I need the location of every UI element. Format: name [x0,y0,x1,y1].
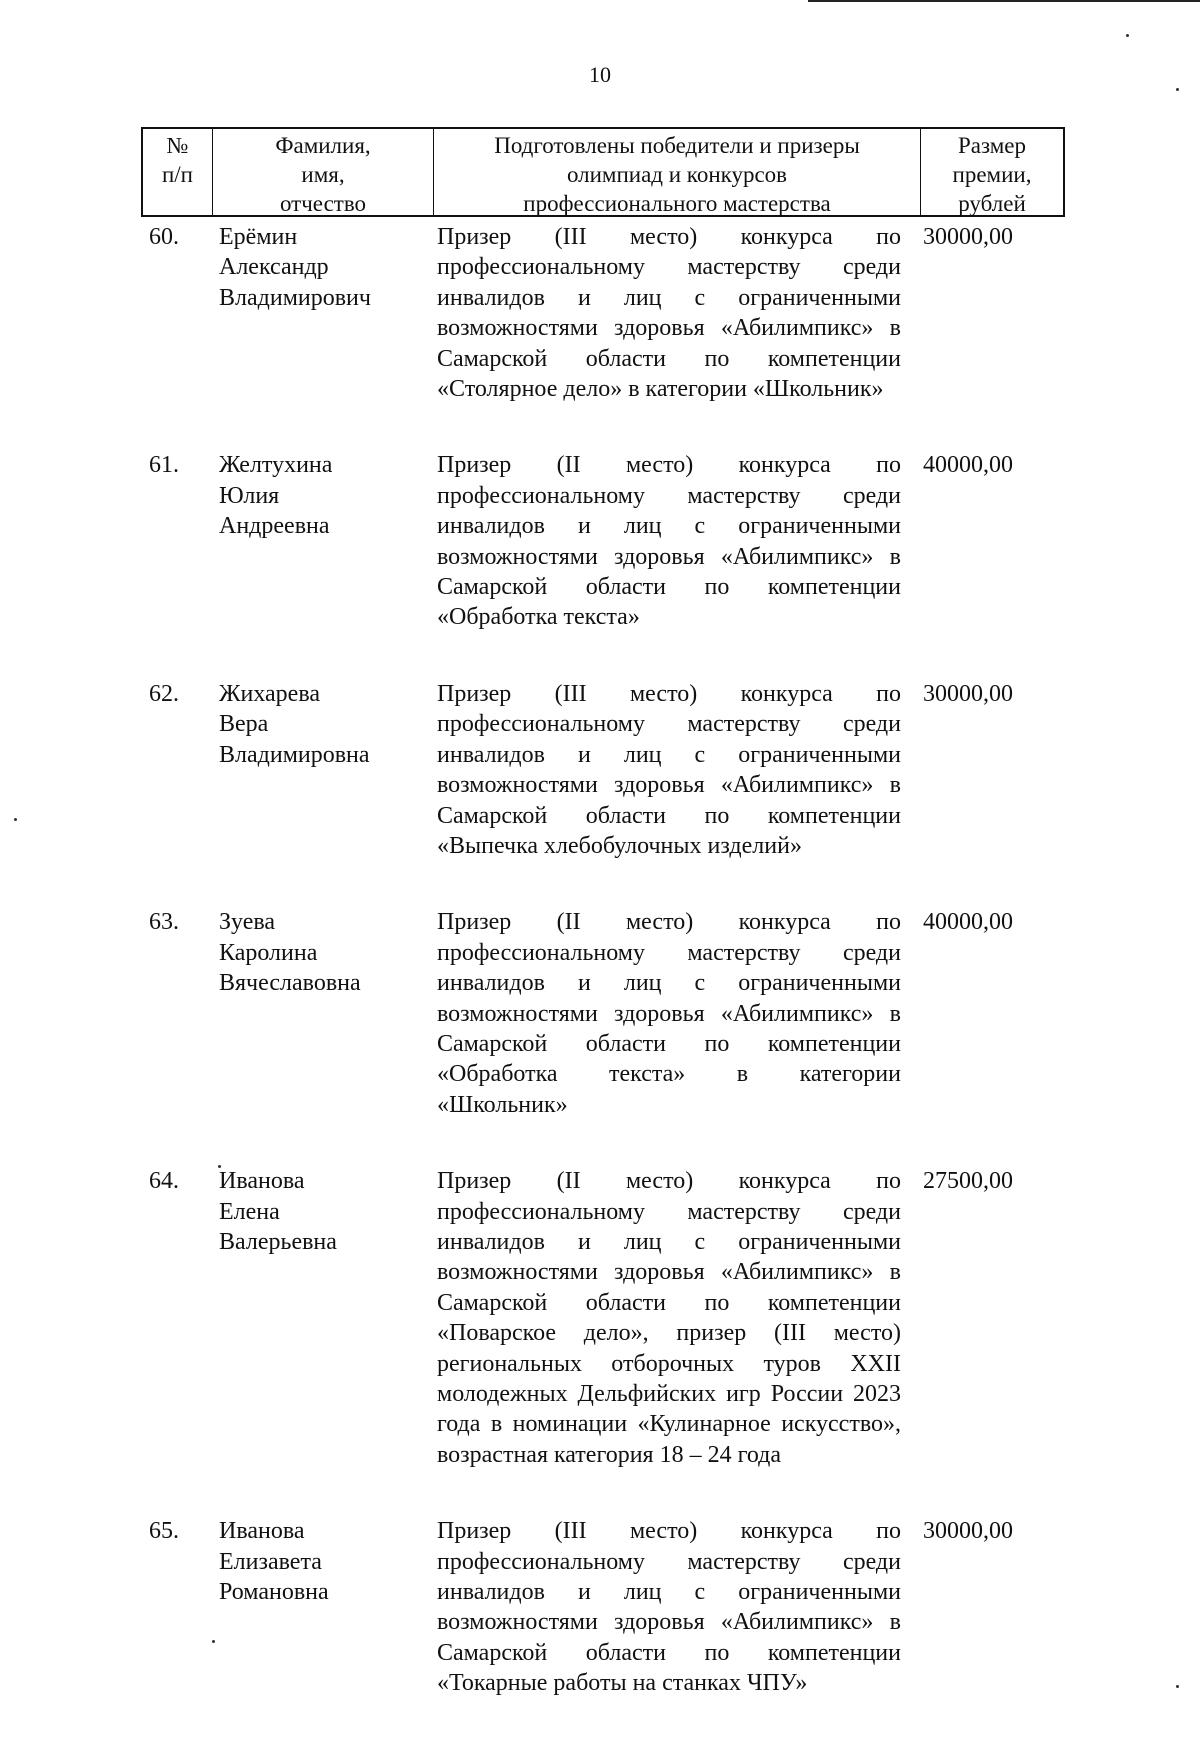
row-full-name: Ерёмин Александр Владимирович [219,224,371,311]
table-row [141,1166,1065,1470]
row-number: 65. [149,1518,179,1545]
row-number: 61. [149,452,179,479]
header-bonus-amount: Размер премии, рублей [952,133,1032,216]
row-achievement: Призер (II место) конкурса по профессиональному мастерству среди инвалидов и лиц с ограниченными возможностями здоровья «Абилимпикс» в Самарской области по компетенции «Обработка текста» [437,452,901,631]
row-bonus-amount: 30000,00 [923,1518,1013,1545]
scan-speck [218,1165,221,1168]
row-achievement: Призер (III место) конкурса по профессиональному мастерству среди инвалидов и лиц с ограниченными возможностями здоровья «Абилимпикс» в Самарской области по компетенции «Выпечка хлебобулочных изделий» [437,680,901,859]
header-number: № п/п [143,129,213,215]
header-full-name: Фамилия, имя, отчество [213,129,434,215]
row-number: 62. [149,680,179,707]
top-rule [808,0,1200,2]
table-header [141,127,1065,217]
row-bonus-amount: 30000,00 [923,680,1013,707]
row-achievement: Призер (II место) конкурса по профессиональному мастерству среди инвалидов и лиц с ограниченными возможностями здоровья «Абилимпикс» в Самарской области по компетенции «Обработка текста» в категории «Школьник» [437,909,901,1118]
row-number: 63. [149,909,179,936]
scan-speck [1176,88,1179,91]
scan-speck [1176,1685,1179,1688]
row-achievement: Призер (II место) конкурса по профессиональному мастерству среди инвалидов и лиц с ограниченными возможностями здоровья «Абилимпикс» в Самарской области по компетенции «Поварское дело», призер (III место) региональных отборочных туров XXII молодежных Дельфийских игр России 2023 года в номинации «Кулинарное искусство», возрастная категория 18 – 24 года [437,1168,901,1468]
row-full-name: Зуева Каролина Вячеславовна [219,909,361,997]
row-full-name: Иванова Елена Валерьевна [219,1168,337,1255]
scan-speck [14,818,17,821]
row-bonus-amount: 40000,00 [923,452,1013,479]
row-bonus-amount: 27500,00 [923,1168,1013,1195]
row-full-name: Желтухина Юлия Андреевна [219,452,333,540]
scan-speck [1126,34,1129,37]
table-row [141,1516,1065,1698]
header-achievement: Подготовлены победители и призеры олимпиад и конкурсов профессионального мастерства [434,129,921,215]
row-number: 64. [149,1168,179,1195]
row-achievement: Призер (III место) конкурса по профессиональному мастерству среди инвалидов и лиц с ограниченными возможностями здоровья «Абилимпикс» в Самарской области по компетенции «Токарные работы на станках ЧПУ» [437,1518,901,1697]
table-row [141,450,1065,632]
row-bonus-amount: 30000,00 [923,224,1013,250]
page-number: 10 [589,62,611,87]
table-row [141,222,1065,404]
row-bonus-amount: 40000,00 [923,909,1013,936]
row-achievement: Призер (III место) конкурса по профессиональному мастерству среди инвалидов и лиц с ограниченными возможностями здоровья «Абилимпикс» в Самарской области по компетенции «Столярное дело» в категории «Школьник» [437,224,901,403]
row-number: 60. [149,224,179,250]
table-row [141,907,1065,1120]
table-row [141,679,1065,861]
scan-speck [212,1640,215,1643]
row-full-name: Жихарева Вера Владимировна [219,680,370,768]
table-body [141,222,1065,1745]
row-full-name: Иванова Елизавета Романовна [219,1518,329,1606]
